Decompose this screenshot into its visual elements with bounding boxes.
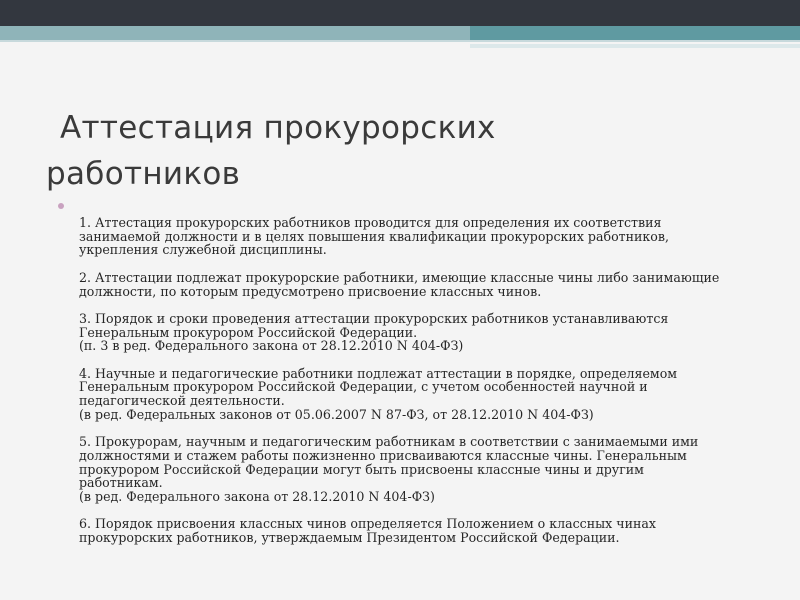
text-line: (в ред. Федеральных законов от 05.06.2007 N 87-ФЗ, от 28.12.2010 N 404-ФЗ) <box>79 406 594 422</box>
text-line: работникам. <box>79 475 163 491</box>
slide-title <box>46 105 606 197</box>
text-line: укрепления служебной дисциплины. <box>79 242 327 258</box>
text-line: 4. Научные и педагогические работники подлежат аттестации в порядке, определяемом <box>79 365 678 381</box>
text-line: занимаемой должности и в целях повышения квалификации прокурорских работников, <box>79 228 669 244</box>
title-line-2: работников <box>46 156 241 192</box>
paragraph <box>79 216 769 257</box>
header-divider <box>0 40 800 42</box>
paragraph <box>79 435 769 504</box>
text-line: (п. 3 в ред. Федерального закона от 28.12.2010 N 404-ФЗ) <box>79 338 464 354</box>
text-line: 2. Аттестации подлежат прокурорские работники, имеющие классные чины либо занимающие <box>79 269 720 285</box>
text-line: 5. Прокурорам, научным и педагогическим работникам в соответствии с занимаемыми ими <box>79 434 699 450</box>
header-divider-accent <box>470 44 800 48</box>
text-line: Генеральным прокурором Российской Федерации, с учетом особенностей научной и <box>79 379 648 395</box>
paragraph <box>79 312 769 353</box>
text-line: прокурорских работников, утверждаемым Президентом Российской Федерации. <box>79 530 620 546</box>
text-line: должности, по которым предусмотрено присвоение классных чинов. <box>79 283 542 299</box>
text-line: должностями и стажем работы пожизненно присваиваются классные чины. Генеральным <box>79 447 687 463</box>
text-line: 1. Аттестация прокурорских работников проводится для определения их соответствия <box>79 215 662 230</box>
paragraph <box>79 517 769 544</box>
title-line-1: Аттестация прокурорских <box>60 110 496 146</box>
text-line: Генеральным прокурором Российской Федерации. <box>79 324 418 340</box>
text-line: 6. Порядок присвоения классных чинов определяется Положением о классных чинах <box>79 516 656 532</box>
header-dark-band <box>0 0 800 26</box>
body-text <box>79 216 769 558</box>
bullet-dot <box>58 203 64 209</box>
text-line: педагогической деятельности. <box>79 393 285 409</box>
text-line: 3. Порядок и сроки проведения аттестации прокурорских работников устанавливаются <box>79 310 669 326</box>
text-line: прокурором Российской Федерации могут быть присвоены классные чины и другим <box>79 461 644 477</box>
paragraph <box>79 367 769 422</box>
header-teal-accent <box>470 26 800 40</box>
text-line: (в ред. Федерального закона от 28.12.2010 N 404-ФЗ) <box>79 489 435 504</box>
paragraph <box>79 271 769 298</box>
